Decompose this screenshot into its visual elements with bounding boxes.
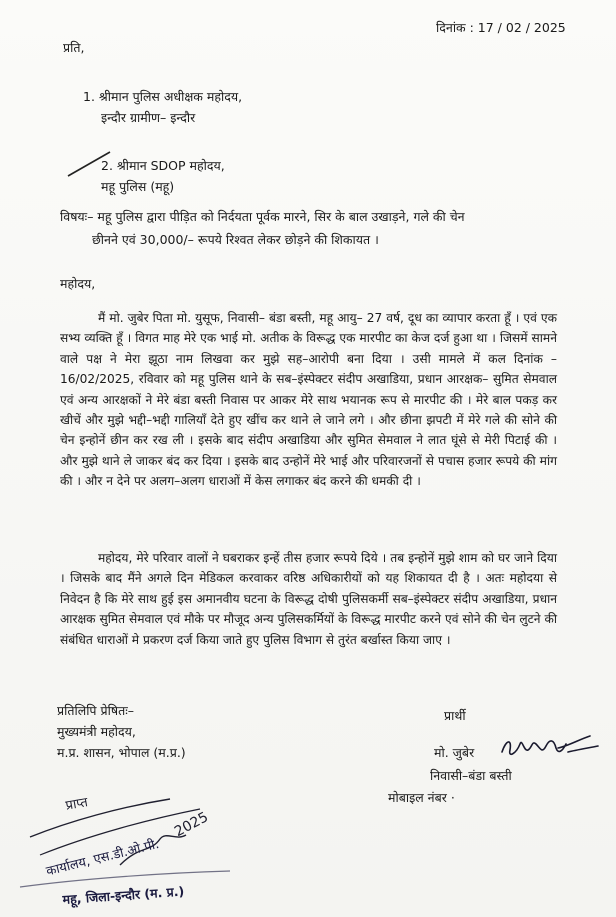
stamp-office-line: कार्यालय, एस.डी.ओ.पी. (44, 836, 161, 880)
applicant-residence: निवासी–बंडा बस्ती (430, 768, 512, 783)
copy-to-recipient: मुख्यमंत्री महोदय, (57, 724, 136, 739)
recipient-1-title: 1. श्रीमान पुलिस अधीक्षक महोदय, (83, 89, 243, 104)
copy-to-office: म.प्र. शासन, भोपाल (म.प्र.) (57, 745, 186, 760)
stamp-location-line: महू, जिला-इन्दौर (म. प्र.) (62, 883, 185, 907)
prati-label: प्रति, (63, 40, 85, 55)
body-paragraph-2: महोदय, मेरे परिवार वालों ने घबराकर इन्हें तीस हजार रूपये दिये । तब इन्होनें मुझे शाम को घर जाने दिया । जिसके बाद मैंने अगले दिन मेडिकल करवाकर वरिष्ठ अधिकारीयों को यह शिकायत दी है । अतः महोदया से निवेदन है कि मेरे साथ हुई इस अमानवीय घटना के विरूद्ध दोषी पुलिसकर्मी सब–इंस्पेक्टर संदीप अखाडिया, प्रधान आरक्षक सुमित सेमवाल एवं मौके पर मौजूद अन्य पुलिसकर्मियों के विरूद्ध मारपीट करने एवं सोने की चेन लुटने की संबंधित धाराओं मे प्रकरण दर्ज किया जाते हुए पुलिस विभाग से तुरंत बर्खास्त किया जाए । (60, 551, 557, 647)
stamp-handwritten-received: प्राप्त (64, 795, 89, 814)
subject-block (60, 205, 560, 251)
recipient-1-office: इन्दौर ग्रामीण– इन्दौर (101, 110, 196, 125)
copy-to-label: प्रतिलिपि प्रेषितः– (57, 703, 134, 718)
applicant-name: मो. जुबेर (434, 745, 475, 760)
stamp-handwritten-year: 2025 (172, 809, 211, 841)
applicant-mobile: मोबाइल नंबर · (388, 790, 455, 805)
letter-date: दिनांक : 17 / 02 / 2025 (436, 20, 566, 35)
applicant-label: प्रार्थी (444, 708, 466, 723)
recipient-2-title: 2. श्रीमान SDOP महोदय, (101, 158, 225, 173)
handwritten-signature (498, 730, 602, 764)
recipient-2-office: महू पुलिस (महू) (101, 179, 175, 194)
salutation: महोदय, (60, 276, 96, 291)
subject-line-1: विषयः– महू पुलिस द्वारा पीड़ित को निर्दयता पूर्वक मारने, सिर के बाल उखाड़ने, गले की चेन (60, 209, 465, 224)
subject-line-2: छीनने एवं 30,000/– रूपये रिश्वत लेकर छोड़ने की शिकायत । (92, 232, 379, 247)
body-paragraph-1: मैं मो. जुबेर पिता मो. युसूफ, निवासी– बंडा बस्ती, महू आयु– 27 वर्ष, दूध का व्यापार करता हूँ । एवं एक सभ्य व्यक्ति हूँ । विगत माह मेरे एक भाई मो. अतीक के विरूद्ध एक मारपीट का केज दर्ज हुआ था । जिसमें सामने वाले पक्ष ने मेरा झूठा नाम लिखवा कर मुझे सह–आरोपी बना दिया । उसी मामले में कल दिनांक – 16/02/2025, रविवार को महू पुलिस थाने के सब–इंस्पेक्टर संदीप अखाडिया, प्रधान आरक्षक– सुमित सेमवाल एवं अन्य आरक्षकों ने मेरे बंडा बस्ती निवास पर आकर मेरे साथ भयानक रूप से मारपीट की । मेरे बाल पकड़ कर खीचें और मुझे भद्दी–भद्दी गालियाँ देते हुए खींच कर थाने ले जाने लगे । और छीना झपटी में मेरे गले की सोने की चेन इन्होनें छीन कर रख ली । इसके बाद संदीप अखाडिया और सुमित सेमवाल ने लात घूंसे से मेरी पिटाई की । और मुझे थाने ले जाकर बंद कर दिया । इसके बाद उन्होनें मेरे भाई और परिवारजनों से पचास हजार रूपये की मांग की । और न देने पर अलग–अलग धाराओं में केस लगाकर बंद करने की धमकी दी । (60, 311, 557, 489)
